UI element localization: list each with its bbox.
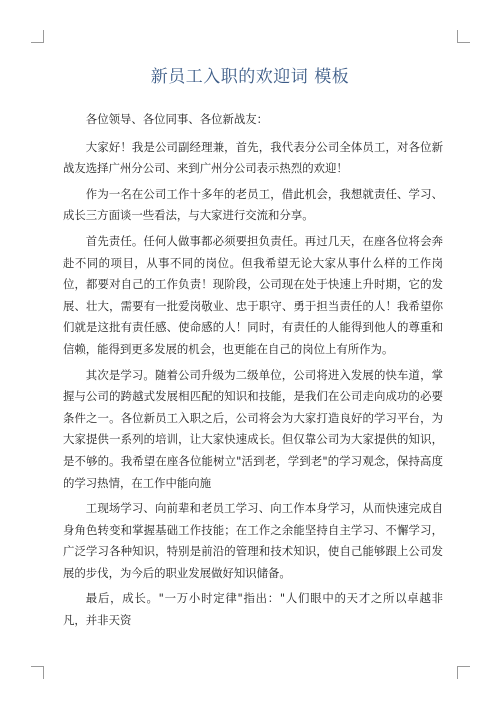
document-body bbox=[63, 109, 443, 636]
paragraph-growth: 最后，成长。"一万小时定律"指出："人们眼中的天才之所以卓越非凡，并非天资 bbox=[63, 591, 443, 628]
paragraph-learning: 其次是学习。随着公司升级为二级单位，公司将进入发展的快车道，掌握与公司的跨越式发展相匹配的知识和技能，是我们在公司走向成功的必要条件之一。各位新员工入职之后，公司将会为大家打造良好的学习平台，为大家提供一系列的培训，让大家快速成长。但仅靠公司为大家提供的知识，是不够的。我希望在座各位能树立"活到老，学到老"的学习观念，保持高度的学习热情，在工作中能向施 bbox=[63, 367, 443, 490]
paragraph-learning-continued: 工现场学习、向前辈和老员工学习、向工作本身学习，从而快速完成自身角色转变和掌握基础工作技能；在工作之余能坚持自主学习、不懈学习，广泛学习各种知识，特别是前沿的管理和技术知识，使自己能够跟上公司发展的步伐，为今后的职业发展做好知识储备。 bbox=[63, 501, 443, 580]
page-corner-mark-top-left bbox=[31, 30, 44, 43]
paragraph-welcome: 大家好！我是公司副经理兼，首先，我代表分公司全体员工，对各位新战友选择广州分公司、来到广州分公司表示热烈的欢迎！ bbox=[63, 139, 443, 176]
paragraph-intro: 作为一名在公司工作十多年的老员工，借此机会，我想就责任、学习、成长三方面谈一些看法，与大家进行交流和分享。 bbox=[63, 186, 443, 223]
page-corner-mark-top-right bbox=[457, 30, 470, 43]
paragraph-responsibility: 首先责任。任何人做事都必须要担负责任。再过几天，在座各位将会奔赴不同的项目，从事不同的岗位。但我希望无论大家从事什么样的工作岗位，都要对自己的工作负责！现阶段，公司现在处于快速上升时期，它的发展、壮大，需要有一批爱岗敬业、忠于职守、勇于担当责任的人！我希望你们就是这批有责任感、使命感的人！同时，有责任的人能得到他人的尊重和信赖，能得到更多发展的机会，也更能在自己的岗位上有所作为。 bbox=[63, 233, 443, 356]
salutation: 各位领导、各位同事、各位新战友： bbox=[85, 112, 269, 126]
document-title: 新员工入职的欢迎词 模板 bbox=[150, 67, 350, 87]
page-corner-mark-bottom-left bbox=[31, 666, 44, 679]
page-corner-mark-bottom-right bbox=[457, 666, 470, 679]
